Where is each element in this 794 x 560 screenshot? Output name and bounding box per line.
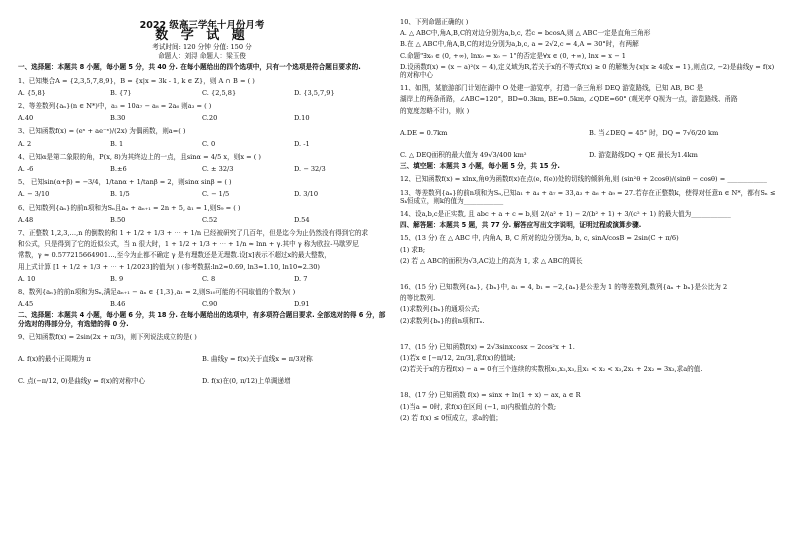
option-c: C.52 bbox=[202, 215, 218, 224]
option-c: C. ± 32/3 bbox=[202, 165, 234, 174]
question-17-line-1: 17、(15 分) 已知函数f(x) = 2√3sinxcosx − 2cos²x + 1. bbox=[400, 342, 575, 351]
option-b: B. 9 bbox=[110, 274, 124, 283]
option-a: A. f(x)的最小正周期为 π bbox=[18, 355, 91, 364]
question-7-line-2: 和公式，只是得到了它的近似公式，当 n 很大时，1 + 1/2 + 1/3 + ⋯ + 1/n ≈ lnn + γ.其中 γ 称为欧拉-马歇罗尼 bbox=[18, 240, 359, 249]
option-a: A.45 bbox=[18, 300, 34, 309]
question-15-line-3: (2) 若 △ ABC的面积为√3,AC边上的高为 1, 求 △ ABC的周长 bbox=[400, 256, 583, 265]
question-18-line-1: 18、(17 分) 已知函数 f(x) = sinx + ln(1 + x) − ax, a ∈ R bbox=[400, 391, 581, 400]
left-column bbox=[18, 18, 386, 385]
question-7-line-4: 用上式计算 [1 + 1/2 + 1/3 + ⋯ + 1/2023]的值为( ) (参考数据:ln2≈0.69, ln3≈1.10, ln10≈2.30) bbox=[18, 262, 320, 271]
option-b: B.±6 bbox=[110, 165, 127, 174]
section-1-heading: 一、选择题：本题共 8 小题，每小题 5 分，共 40 分. 在每小题给出的四个选项中，只有一个选项是符合题目要求的. bbox=[18, 63, 361, 72]
option-c: C. 点(−π/12, 0)是曲线y = f(x)的对称中心 bbox=[18, 377, 146, 386]
option-a: A. − 3/10 bbox=[18, 190, 50, 199]
option-b: B.46 bbox=[110, 300, 126, 309]
question-3-options bbox=[18, 140, 386, 148]
option-c: C.90 bbox=[202, 300, 218, 309]
exam-info: 考试时间: 120 分钟 分值: 150 分 bbox=[152, 43, 252, 52]
option-b: B. 1 bbox=[110, 139, 124, 148]
option-a: A. 2 bbox=[18, 139, 32, 148]
section-4-heading: 四、解答题：本题共 5 题，共 77 分. 解答应写出文字说明，证明过程或演算步骤. bbox=[400, 221, 642, 230]
question-8-options bbox=[18, 300, 386, 308]
option-b: B. 曲线y = f(x)关于直线x = π/3对称 bbox=[202, 355, 313, 364]
option-a: A. 10 bbox=[18, 274, 36, 283]
option-d: D. − 32/3 bbox=[294, 165, 326, 174]
question-14: 14、设a,b,c是正实数, 且 abc + a + c = b,则 2/(a² + 1) − 2/(b² + 1) + 3/(c² + 1) 的最大值为____________ bbox=[400, 210, 731, 219]
question-11-options-cd bbox=[400, 151, 778, 159]
question-10: 10、下列命题正确的( ) bbox=[400, 18, 469, 26]
exam-authors: 命题人：刘浔 命题人：梁玉俊 bbox=[158, 51, 246, 60]
option-c: C. △ DEQ面积的最大值为 49√3/400 km² bbox=[400, 151, 527, 160]
option-b: B. 1/5 bbox=[110, 190, 130, 199]
option-d: D.10 bbox=[294, 114, 310, 123]
option-b: B.50 bbox=[110, 215, 126, 224]
option-a: A.40 bbox=[18, 114, 34, 123]
option-c: C. 0 bbox=[202, 139, 216, 148]
question-8: 8、数列{aₙ}的前n项和为Sₙ,满足aₙ₊₁ − aₙ ∈ {1,3},a₁ = 2,则S₁₀可能的不同取值的个数为( ) bbox=[18, 288, 296, 297]
option-d: D. -1 bbox=[294, 139, 310, 148]
question-10-option-c: C.命题"∃x₀ ∈ (0, +∞), lnx₀ = x₀ − 1"的否定是∀x ∈ (0, +∞), lnx = x − 1 bbox=[400, 51, 626, 60]
question-17-line-2: (1)若x ∈ [−π/12, 2π/3],求f(x)的值域; bbox=[400, 354, 516, 363]
option-d: D. {3,5,7,9} bbox=[294, 88, 335, 97]
question-4: 4、已知α是第二象限的角，P(x, 8)为其终边上的一点，且sinα = 4/5 x，则x = ( ) bbox=[18, 152, 262, 161]
option-b: B.30 bbox=[110, 114, 126, 123]
question-17-line-3: (2)若关于x的方程f(x) − a = 0有三个连续的实数根x₁,x₂,x₃,且x₁ < x₂ < x₃,2x₁ + 2x₂ = 3x₃,求a的值. bbox=[400, 365, 703, 374]
right-column bbox=[400, 18, 778, 422]
question-6-options bbox=[18, 216, 386, 224]
question-10-option-a: A. △ ABC中,角A,B,C的对边分别为a,b,c, 若c = bcosA,则 △ ABC一定是直角三角形 bbox=[400, 29, 651, 38]
section-3-heading: 三、填空题：本题共 3 小题，每小题 5 分，共 15 分. bbox=[400, 162, 560, 171]
question-16-line-2: 的等比数列. bbox=[400, 294, 436, 303]
section-2-heading: 二、选择题：本题共 4 小题，每小题 6 分，共 18 分. 在每小题给出的选项中，有多项符合题目要求. 全部选对的得 6 分，部分选对的得部分分，有选错的得 0 分. bbox=[18, 311, 386, 328]
option-d: D.91 bbox=[294, 300, 310, 309]
question-6: 6、已知数列{aₙ}的前n项和为Sₙ且aₙ + aₙ₊₁ = 2n + 5, a₁ = 1,则S₉ = ( ) bbox=[18, 203, 241, 212]
option-d: D.54 bbox=[294, 215, 310, 224]
option-c: C.20 bbox=[202, 114, 218, 123]
question-10-option-d: D.设函数f(x) = (x − a)²(x − 4),定义域为R,若关于x的不等式f(x) ≥ 0 的解集为{x|x ≥ 4或x = 1},则点(2, −2)是曲线y = f(x)的对称中心 bbox=[400, 62, 775, 80]
exam-subtitle: 数 学 试 题 bbox=[155, 28, 249, 44]
option-d: D. 7 bbox=[294, 274, 308, 283]
question-5: 5、 已知sin(α+β) = −3/4，1/tanα + 1/tanβ = 2，则sinα sinβ = ( ) bbox=[18, 178, 232, 187]
question-16-line-3: (1)求数列{bₙ}的通项公式; bbox=[400, 305, 480, 314]
option-c: C. − 1/5 bbox=[202, 190, 230, 199]
question-2-options bbox=[18, 114, 386, 122]
question-5-options bbox=[18, 190, 386, 198]
question-7-options bbox=[18, 275, 386, 283]
question-15-line-1: 15、(13 分) 在 △ ABC 中, 内角A, B, C 所对的边分别为a, b, c, sinA/cosB = 2sin(C + π/6) bbox=[400, 234, 679, 243]
question-11-line-1: 11、如图，某旅游部门计划在湖中 O 处建一游览亭，打造一条三角形 DEQ 游览路线，已知 AB, BC 是 bbox=[400, 84, 704, 93]
question-3: 3、已知函数f(x) = (eˣ + ae⁻ˣ)/(2x) 为偶函数，则a=( ) bbox=[18, 127, 186, 136]
question-9: 9、已知函数f(x) = 2sin(2x + π/3)，则下列说法成立的是( ) bbox=[18, 332, 197, 341]
option-b: B. 当∠DEQ = 45° 时，DQ = 7√6/20 km bbox=[589, 128, 719, 137]
option-d: D. 3/10 bbox=[294, 190, 319, 199]
question-1: 1、已知集合A = {2,3,5,7,8,9}，B = {x|x = 3k - 1, k ∈ Z}，则 A ∩ B = ( ) bbox=[18, 76, 255, 85]
question-12: 12、已知函数f(x) = xlnx,角θ为函数f(x)在点(e, f(e))处的切线的倾斜角,则 (sin²θ + 2cosθ)/(sinθ − cosθ) = ____________ bbox=[400, 175, 767, 184]
question-7-line-1: 7、正整数 1,2,3,…,n 的倒数的和 1 + 1/2 + 1/3 + ⋯ + 1/n 已经被研究了几百年，但是迄今为止仍然没有得到它的求 bbox=[18, 229, 369, 238]
question-1-options bbox=[18, 89, 386, 97]
option-c: C. {2,5,8} bbox=[202, 88, 237, 97]
question-18-line-3: (2) 若 f(x) ≤ 0恒成立，求a的值； bbox=[400, 413, 503, 422]
question-2: 2、等差数列{aₙ}(n ∈ N*)中，a₂ = 10a₇ − a₈ = 2a₆ 则a₃ = ( ) bbox=[18, 102, 212, 111]
question-16-line-4: (2)求数列{bₙ}的前n项和Tₙ. bbox=[400, 316, 485, 325]
question-11-line-2: 湖岸上的两条甬路，∠ABC=120°，BD=0.3km, BE=0.5km, ∠QDE=60° (观光亭 Q视为一点，游览路线、甬路 bbox=[400, 95, 738, 104]
option-d: D. f(x)在(0, π/12)上单调递增 bbox=[202, 377, 291, 386]
option-b: B. {7} bbox=[110, 88, 132, 97]
option-a: A. {5,8} bbox=[18, 88, 46, 97]
question-13: 13、等差数列{aₙ}的前n项和为Sₙ,已知a₁ + a₄ + a₇ = 33,a₃ + a₆ + a₉ = 27.若存在正整数k，使得对任意n ∈ N*，都有Sₙ ≤ Sₖ恒成立，则k的值为____________ bbox=[400, 188, 776, 205]
exam-title: 2022 级高三学年十月份月考 bbox=[139, 20, 265, 31]
question-9-options-cd bbox=[18, 377, 386, 385]
option-d: D. 游览路线DQ + QE 最长为1.4km bbox=[589, 151, 698, 160]
question-11-options-ab bbox=[400, 129, 778, 137]
question-4-options bbox=[18, 165, 386, 173]
question-18-line-2: (1)当a = 0时, 求f(x)在区间 (−1, π)内极值点的个数; bbox=[400, 402, 557, 411]
question-15-line-2: (1) 求B; bbox=[400, 245, 426, 254]
option-a: A.DE = 0.7km bbox=[400, 128, 448, 137]
question-16-line-1: 16、(15 分) 已知数列{aₙ}, {bₙ}中, a₁ = 4, b₁ = −2,{aₙ}是公差为 1 的等差数列,数列{aₙ + bₙ}是公比为 2 bbox=[400, 283, 728, 292]
question-9-options-ab bbox=[18, 355, 386, 363]
option-a: A. -6 bbox=[18, 165, 34, 174]
question-11-line-3: 的宽度忽略不计)，则( ) bbox=[400, 106, 470, 115]
question-7-line-3: 常数，γ ≈ 0.577215664901…,至今为止都不确定 γ 是有理数还是无理数.设[x]表示不超过x的最大整数， bbox=[18, 251, 331, 260]
option-a: A.48 bbox=[18, 215, 34, 224]
question-10-option-b: B.在 △ ABC中,角A,B,C的对边分别为a,b,c, a = 2√2,c = 4,A = 30°时，有两解 bbox=[400, 40, 639, 49]
option-c: C. 8 bbox=[202, 274, 216, 283]
